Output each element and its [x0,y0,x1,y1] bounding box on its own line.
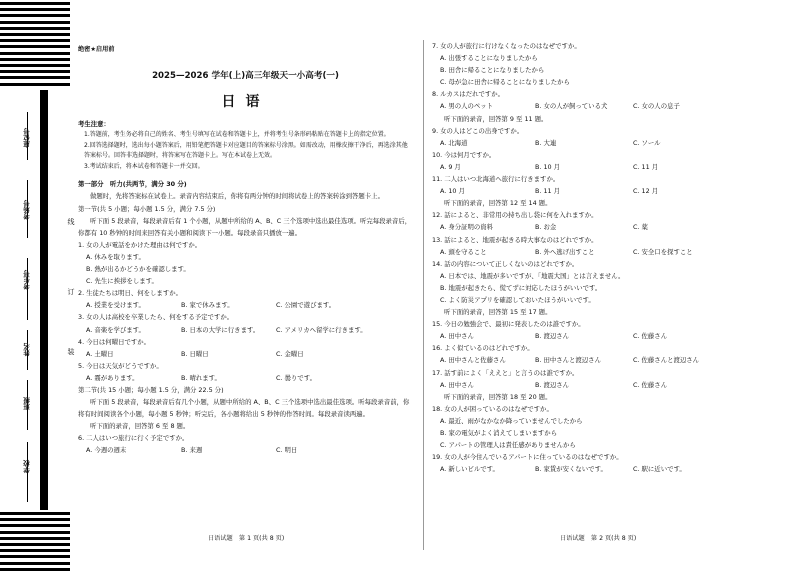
option-b: B. 渡辺さん [535,380,570,389]
seal-mark-bind: 订 [67,288,75,295]
option-c: C. 12 月 [633,187,659,196]
option-a: A. 音楽を学びます。 [86,325,145,334]
question-19 [432,451,780,475]
question-stem: 19. 女の人が今住んでいるアパートに住っているのはなぜですか。 [432,453,623,462]
question-15 [432,318,780,342]
option-c: C. 薬 [633,223,648,232]
option-b: B. 地震が起きたら、慌てずに対応したほうがいいです。 [440,283,602,292]
binding-stripe [0,52,70,55]
binding-stripe [0,14,70,17]
question-stem: 18. 女の人が困っているのはなぜですか。 [432,404,553,413]
question-14 [432,258,780,306]
binding-stripe [0,45,70,48]
question-12 [432,209,780,233]
secret-label: 绝密★启用前 [78,46,115,53]
question-1 [78,239,413,287]
option-b: B. 11 月 [535,187,561,196]
question-stem: 3. 女の人は高校を卒業したら、何をする予定ですか。 [78,313,234,322]
question-stem: 5. 今日は天気がどうですか。 [78,361,163,370]
field-seat-number: 座位号 [23,128,31,148]
question-stem: 6. 二人はいつ旅行に行く予定ですか。 [78,434,189,443]
option-b: B. 10 月 [535,162,561,171]
option-b: B. 来週 [181,446,203,455]
option-c: C. 金曜日 [276,349,304,358]
option-c: C. 佐藤さん [633,380,668,389]
option-a: A. 頭を守ること [440,247,487,256]
field-exam-room: 考场号 [23,200,31,220]
exam-title: 2025—2026 学年(上)高三年级天一小高考(一) [152,71,339,82]
option-b: B. 家賃が安くないです。 [535,465,607,474]
question-stem: 2. 生徒たちは明日、何をしますか。 [78,289,182,298]
audio-instruction: 听下面的录音，回答第 12 至 14 题。 [444,199,552,208]
notice-heading: 考生注意： [78,120,110,129]
option-a: A. 最近、雨がなかなか降っていませんでしたから [440,416,583,425]
option-a: A. 霧があります。 [86,373,139,382]
question-stem: 11. 二人はいつ北海道へ旅行に行きますか。 [432,175,560,184]
option-b: B. 田中さんと渡辺さん [535,356,601,365]
option-c: C. 公園で遊びます。 [276,301,336,310]
option-a: A. 北海道 [440,138,468,147]
question-stem: 10. 今は何月ですか。 [432,150,496,159]
option-c: C. 先生に挨拶をします。 [86,277,158,286]
page-divider [423,40,424,550]
option-a: A. 田中さんと佐藤さん [440,356,506,365]
option-b: B. 日本の大学に行きます。 [181,325,260,334]
option-a: A. 田中さん [440,380,474,389]
question-7 [432,40,780,88]
audio-instruction: 听下面的录音，回答第 9 至 11 题。 [444,114,548,123]
page-2 [432,40,780,475]
option-b: B. 日曜日 [181,349,209,358]
option-c: C. よく防災アプリを確認しておいたほうがいいです。 [440,295,595,304]
binding-stripe [0,518,70,521]
binding-stripe [0,8,70,11]
binding-stripe [0,549,70,552]
question-3 [78,311,413,335]
option-a: A. 休みを取ります。 [86,252,145,261]
option-b: B. 熱が出るかどうかを確認します。 [86,265,190,274]
binding-stripe [0,39,70,42]
page-2-footer: 日语试题 第 2 页(共 8 页) [560,535,637,542]
option-a: A. 男の人のペット [440,102,494,111]
question-10 [432,149,780,173]
binding-stripe [0,537,70,540]
option-a: A. 身分証明の資料 [440,223,494,232]
subject-title: 日语 [221,94,270,111]
question-6 [78,432,413,456]
seal-mark-line: 线 [67,218,75,225]
question-2 [78,287,413,311]
question-18 [432,403,780,451]
option-c: C. ソール [633,138,661,147]
option-c: C. 安全口を探すこと [633,247,693,256]
option-a: A. 9 月 [440,162,461,171]
field-class: 班级 [23,397,31,410]
option-a: A. 今週の週末 [86,446,127,455]
section2-heading: 第二节(共 15 小题；每小题 1.5 分，满分 22.5 分) [78,385,224,394]
field-candidate-number: 考生号 [23,270,31,290]
binding-stripes [0,0,70,579]
audio-instruction: 听下面的录音，回答第 18 至 20 题。 [444,392,552,401]
binding-margin [0,0,75,579]
binding-stripe [0,543,70,546]
option-c: C. 佐藤さん [633,332,668,341]
binding-stripe [0,70,70,73]
question-stem: 9. 女の人はどこの出身ですか。 [432,126,524,135]
binding-bar [40,90,48,510]
binding-stripe [0,33,70,36]
binding-stripe [0,21,70,24]
audio-instruction: 听下面的录音，回答第 15 至 17 题。 [444,308,552,317]
option-a: A. 土曜日 [86,349,114,358]
option-a: A. 田中さん [440,332,474,341]
binding-stripe [0,512,70,515]
binding-stripe [0,524,70,527]
option-c: C. 母が急に田舎に帰ることになりましたから [440,78,570,87]
question-stem: 4. 今日は何曜日ですか。 [78,337,151,346]
binding-stripe [0,555,70,558]
seal-mark-pack: 装 [67,348,75,355]
audio-instruction: 听下面的录音，回答第 6 至 8 题。 [90,422,190,431]
option-b: B. 女の人が飼っている犬 [535,102,608,111]
option-b: B. 外へ逃げ出すこと [535,247,595,256]
section1-heading: 第一节(共 5 小题；每小题 1.5 分，满分 7.5 分) [78,204,216,213]
question-stem: 14. 話の内容について正しくないのはどれですか。 [432,259,579,268]
binding-stripe [0,2,70,5]
question-stem: 13. 話によると、地震が起きる時大事なのはどれですか。 [432,235,598,244]
question-stem: 16. よく似ているのはどれですか。 [432,344,534,353]
part1-intro: 做题时，先将答案标在试卷上。录音内容结束后，你将有两分钟的时间将试卷上的答案转涂到答题卡上。 [90,192,384,201]
question-8 [432,88,780,112]
page-1-footer: 日语试题 第 1 页(共 8 页) [208,535,285,542]
option-a: A. 新しいビルです。 [440,465,499,474]
binding-stripe [0,562,70,565]
option-b: B. 田舎に帰ることになりましたから [440,66,545,75]
binding-stripe [0,58,70,61]
option-b: B. 晴れます。 [181,373,221,382]
option-c: C. アメリカへ留学に行きます。 [276,325,367,334]
question-stem: 15. 今日の勉強会で、最初に発表したのは誰ですか。 [432,320,585,329]
binding-stripe [0,531,70,534]
option-b: B. 渡辺さん [535,332,570,341]
option-c: C. 明日 [276,446,298,455]
notice-item: 1.答题前，考生务必将自己的姓名、考生号填写在试卷和答题卡上，并将考生号条形码粘贴在答题卡上的指定位置。 [84,131,390,139]
section2-instructions: 听下面 5 段录音，每段录音后有几个小题，从题中所给的 A、B、C 三个选项中选出最佳选项。听每段录音前，你将有时间阅读各个小题，每小题 5 秒钟；听完后，各小题将给出 5 秒钟的作答时间。每段录音读两遍。 [78,398,410,419]
question-13 [432,234,780,258]
question-stem: 8. ルカスはだれですか。 [432,90,505,99]
page-1 [78,40,413,457]
notice-item: 3.考试结束后，将本试卷和答题卡一并交回。 [84,162,204,170]
question-17 [432,367,780,391]
section1-instructions: 听下面 5 段录音，每段录音后有 1 个小题，从题中所给的 A、B、C 三个选项中选出最佳选项。听完每段录音后，你都有 10 秒钟的时间来回答有关小题和阅读下一小题。每段录音只播放一遍。 [78,216,412,237]
question-9 [432,125,780,149]
option-b: B. 家の電気がよく消えてしまいますから [440,429,558,437]
option-c: C. 駅に近いです。 [633,465,686,474]
option-c: C. 曇りです。 [276,373,316,382]
option-c: C. 女の人の息子 [633,102,680,111]
option-b: B. 家で休みます。 [181,301,234,310]
binding-stripe [0,83,70,86]
question-11 [432,173,780,197]
notice-item: 2.回答选择题时，选出每小题答案后，用铅笔把答题卡对应题目的答案标号涂黑。如需改动，用橡皮擦干净后，再选涂其他答案标号。回答非选择题时，将答案写在答题卡上。写在本试卷上无效。 [84,141,408,160]
question-4 [78,336,413,360]
binding-stripe [0,64,70,67]
binding-stripe [0,568,70,571]
option-a: A. 10 月 [440,187,465,196]
question-stem: 12. 話によると、非常用の持ち出し袋に何を入れますか。 [432,211,598,220]
option-b: B. 大連 [535,138,557,147]
option-a: A. 出張することになりましたから [440,54,538,63]
field-name: 姓名 [23,343,31,356]
binding-stripe [0,27,70,30]
question-stem: 17. 話す前によく「ええと」と言うのは誰ですか。 [432,368,579,377]
binding-stripe [0,76,70,79]
option-b: B. お金 [535,223,557,232]
option-c: C. 佐藤さんと渡辺さん [633,356,700,365]
option-c: C. アパートの管理人は責任感がありませんから [440,441,576,450]
question-5 [78,360,413,384]
part1-heading: 第一部分 听力(共两节，满分 30 分) [78,180,187,189]
question-stem: 1. 女の人が電話をかけた理由は何ですか。 [78,240,202,249]
question-stem: 7. 女の人が旅行に行けなくなったのはなぜですか。 [432,42,581,50]
option-c: C. 11 月 [633,162,659,171]
option-a: A. 授業を受けます。 [86,301,145,310]
question-16 [432,342,780,366]
option-a: A. 日本では、地震が多いですが、「地震大国」とは言えません。 [440,271,625,280]
field-school: 学校 [23,460,31,473]
